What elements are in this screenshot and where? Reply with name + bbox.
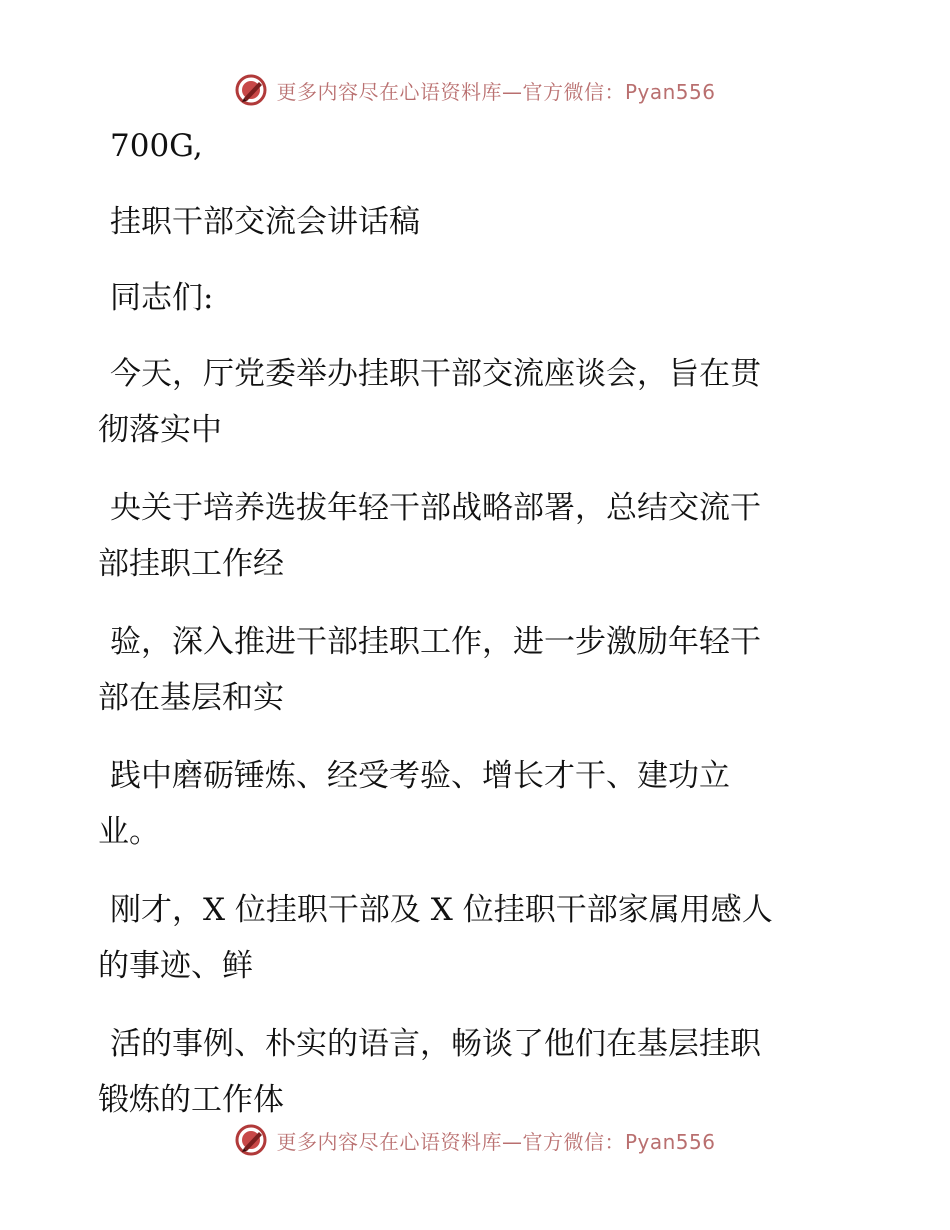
paragraph [98,882,858,994]
paragraph [98,480,858,592]
footer-watermark [0,1120,950,1160]
paragraph [98,346,858,458]
paragraph-line-1: 今天，厅党委举办挂职干部交流座谈会，旨在贯 [110,356,761,392]
paragraph-line-1: 验，深入推进干部挂职工作，进一步激励年轻干 [110,624,761,660]
paragraph-line [98,118,858,174]
salutation [98,270,858,326]
paragraph-line-1: 央关于培养选拔年轻干部战略部署，总结交流干 [110,490,761,526]
red-pen-seal-icon [234,73,268,107]
paragraph-line-2: 业。 [98,814,160,850]
document-title [98,194,858,250]
watermark-text: 更多内容尽在心语资料库—官方微信：Pyan556 [276,1129,716,1154]
paragraph-line-2: 部在基层和实 [98,680,284,716]
salutation-text: 同志们: [110,280,214,316]
header-watermark [0,70,950,110]
paragraph-line-2: 部挂职工作经 [98,546,284,582]
paragraph-line-2: 锻炼的工作体 [98,1082,284,1118]
paragraph-line-2: 彻落实中 [98,412,222,448]
paragraph [98,748,858,860]
document-body [98,118,858,1128]
paragraph-line-1: 刚才，X 位挂职干部及 X 位挂职干部家属用感人 [110,892,773,928]
paragraph-line-2: 的事迹、鲜 [98,948,253,984]
paragraph-line-1: 践中磨砺锤炼、经受考验、增长才干、建功立 [110,758,730,794]
title-text: 挂职干部交流会讲话稿 [110,204,420,240]
paragraph [98,1016,858,1128]
line-text: 700G, [110,128,203,164]
watermark-text: 更多内容尽在心语资料库—官方微信：Pyan556 [276,79,716,104]
paragraph [98,614,858,726]
red-pen-seal-icon [234,1123,268,1157]
paragraph-line-1: 活的事例、朴实的语言，畅谈了他们在基层挂职 [110,1026,761,1062]
